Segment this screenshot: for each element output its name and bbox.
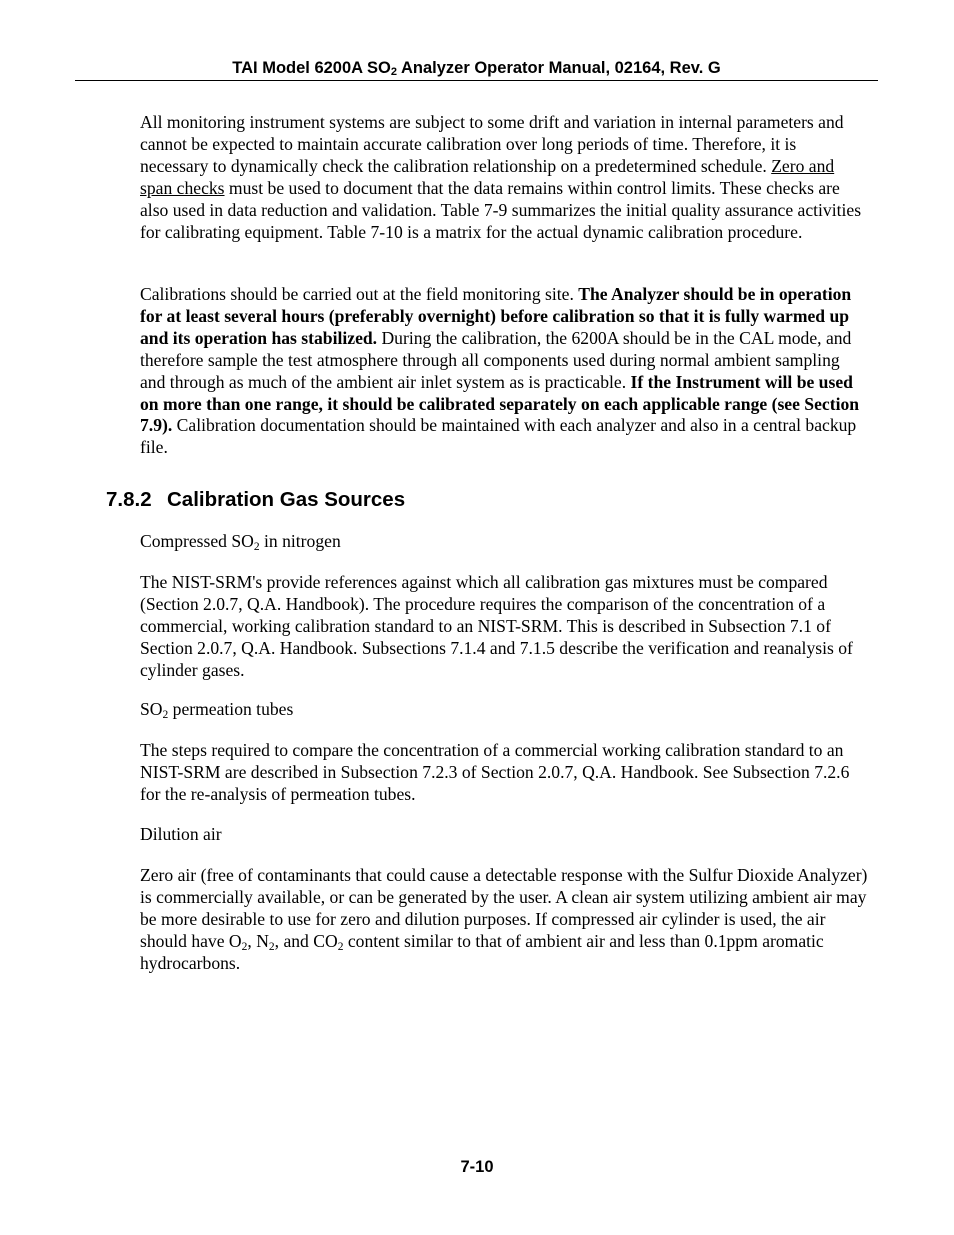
paragraph-permeation-compare: The steps required to compare the concentration of a commercial working calibration standard to an NIST-SRM are described in Subsection 7.2.3 of Section 2.0.7, Q.A. Handbook. See Subsection 7.2.6 for the re-analysis of permeation tubes.: [140, 740, 850, 804]
subscript: 2: [162, 709, 169, 721]
paragraph-text: , and CO: [274, 930, 338, 951]
subscript: 2: [241, 940, 248, 953]
page-number: 7-10: [460, 1158, 494, 1176]
paragraph-zero-air: [140, 865, 868, 975]
header-title-post: Analyzer Operator Manual, 02164, Rev. G: [397, 59, 721, 77]
header-title-pre: TAI Model 6200A SO: [232, 59, 391, 77]
section-heading: [106, 488, 405, 512]
header-title-subscript: 2: [390, 66, 398, 78]
label-text: in nitrogen: [259, 531, 341, 551]
subscript: 2: [337, 940, 344, 953]
paragraph-text: Calibration documentation should be maintained with each analyzer and also in a central backup file.: [140, 415, 857, 458]
zero-span-checks-link[interactable]: Zero and span checks: [140, 155, 835, 198]
section-title: Calibration Gas Sources: [167, 488, 406, 511]
label-text: Compressed SO: [140, 531, 254, 551]
gas-source-label-permeation-tubes: [140, 699, 868, 721]
label-text: permeation tubes: [168, 699, 294, 719]
page-header: [75, 56, 878, 81]
paragraph-text: All monitoring instrument systems are subject to some drift and variation in internal parameters and cannot be expected to maintain accurate calibration over long periods of time. Therefore, it is necessary to dynamically check the calibration relationship on a predetermined schedule.: [140, 112, 844, 176]
paragraph-text: must be used to document that the data remains within control limits. These checks are also used in data reduction and validation. Table 7-9 summarizes the initial quality assurance activities for calibrating equipment. Table 7-10 is a matrix for the actual dynamic calibration procedure.: [140, 177, 862, 242]
paragraph-text: content similar to that of ambient air and less than 0.1ppm aromatic hydrocarbons.: [140, 930, 824, 973]
paragraph-nist-srm: The NIST-SRM's provide references against which all calibration gas mixtures must be compared (Section 2.0.7, Q.A. Handbook). The procedure requires the comparison of the concentration of a commercial, working calibration standard to an NIST-SRM. This is described in Subsection 7.1 of Section 2.0.7, Q.A. Handbook. Subsections 7.1.4 and 7.1.5 describe the verification and reanalysis of cylinder gases.: [140, 572, 853, 680]
gas-source-label-dilution-air: Dilution air: [140, 824, 222, 844]
paragraph-text: Calibrations should be carried out at the field monitoring site.: [140, 284, 579, 304]
paragraph-text: Zero air (free of contaminants that could cause a detectable response with the Sulfur Dioxide Analyzer) is commercially available, or can be generated by the user. A clean air system utilizing ambient air may be more desirable to use for zero and dilution purposes. If compressed air cylinder is used, the air should have O: [140, 865, 868, 951]
section-number: 7.8.2: [106, 488, 152, 511]
paragraph-text: , N: [247, 930, 269, 951]
paragraph-calibration-drift: [140, 112, 868, 243]
paragraph-text: During the calibration, the 6200A should be in the CAL mode, and therefore sample the test atmosphere through all components used during normal ambient sampling and through as much of the ambient air inlet system as is practicable.: [140, 327, 852, 392]
subscript: 2: [268, 940, 275, 953]
range-calibration-warning-text: If the Instrument will be used on more than one range, it should be calibrated separately on each applicable range (see Section 7.9).: [140, 371, 860, 436]
label-text: SO: [140, 699, 163, 719]
warmup-warning-text: The Analyzer should be in operation for at least several hours (preferably overnight) before calibration so that it is fully warmed up and its operation has stabilized.: [140, 284, 852, 348]
subscript: 2: [253, 541, 260, 553]
gas-source-label-so2-nitrogen: [140, 531, 868, 553]
paragraph-calibration-site: [140, 284, 868, 459]
